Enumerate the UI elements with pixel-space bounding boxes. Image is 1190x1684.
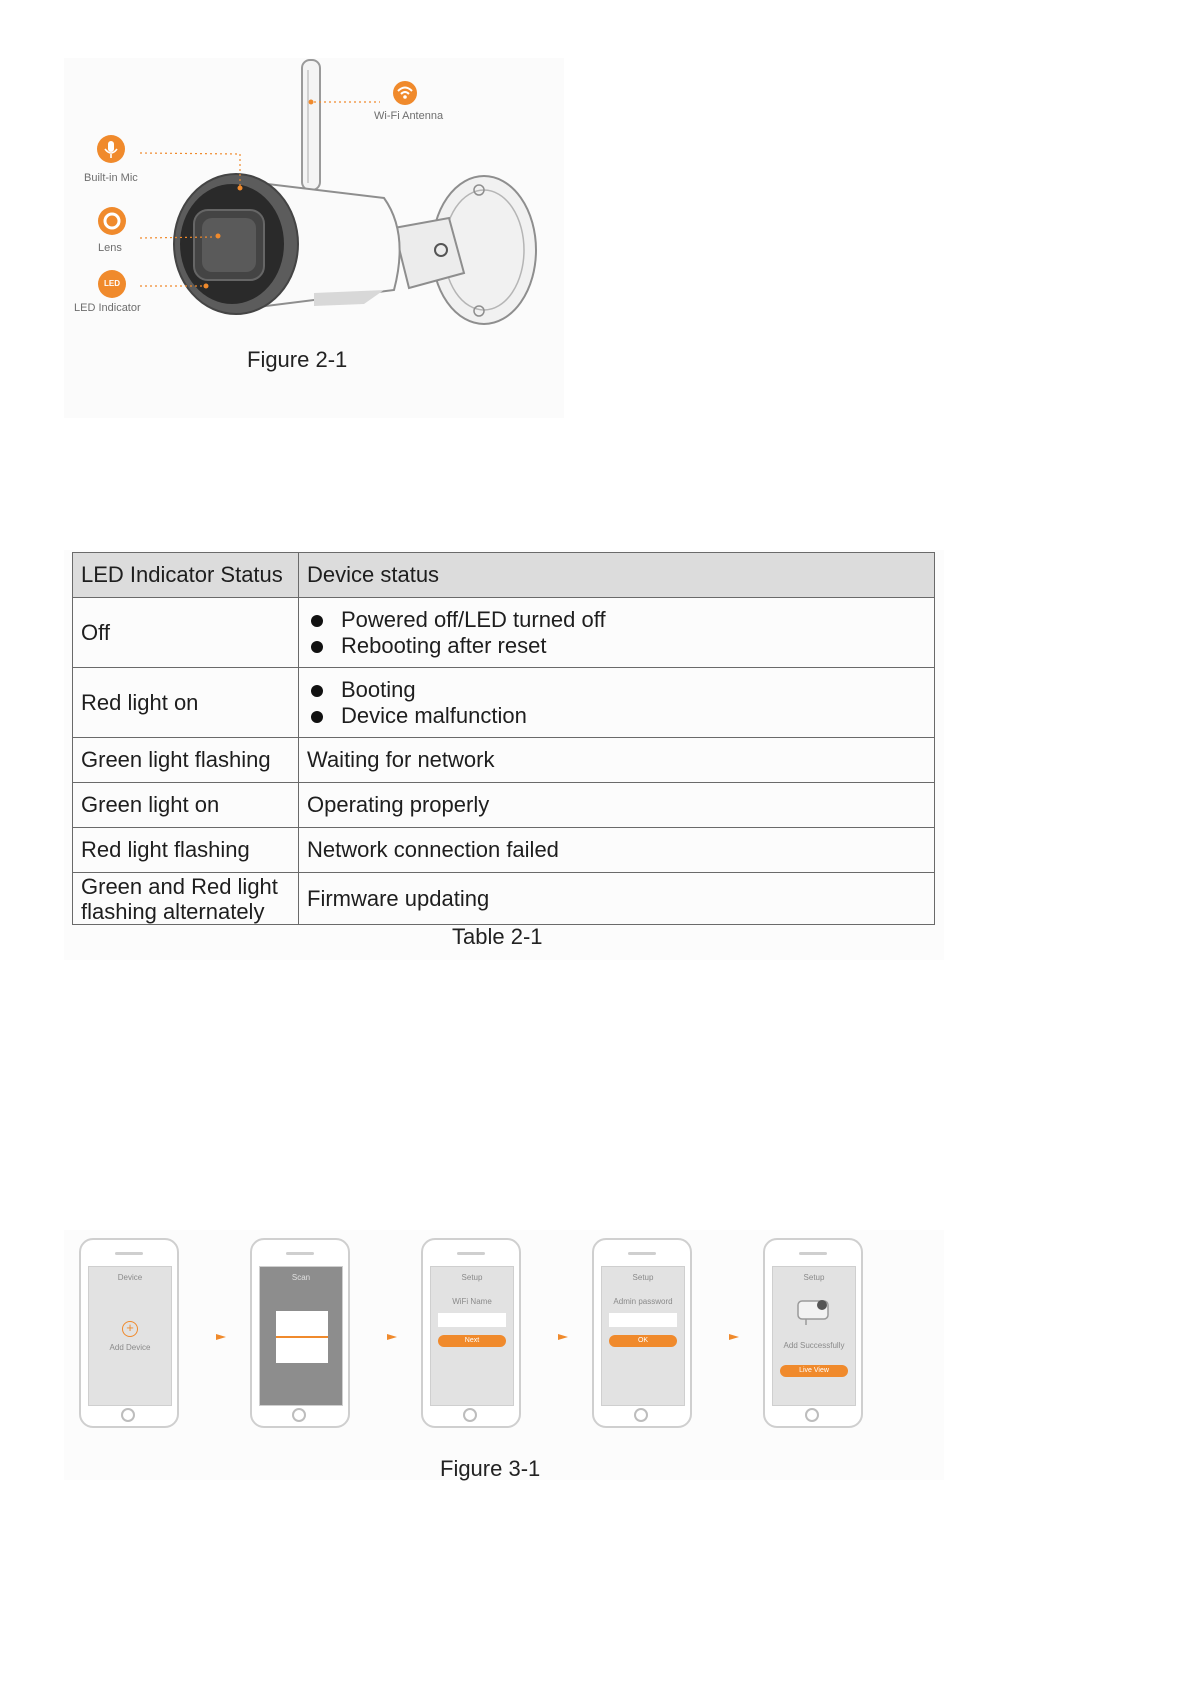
led-status-cell: Green and Red light flashing alternately [73,873,299,925]
led-status-cell: Green light flashing [73,738,299,783]
led-status-table [72,552,935,925]
home-button-icon [634,1408,648,1422]
arrow-right-icon [387,1333,397,1341]
table-row [73,598,935,668]
phone-display [601,1266,685,1406]
scan-frame [276,1311,328,1363]
figure-2-1 [64,58,564,418]
phone-speaker [799,1252,827,1255]
phone-display [430,1266,514,1406]
add-device-text: Add Device [109,1343,151,1352]
wifi-icon [392,80,418,106]
led-status-cell: Green light on [73,783,299,828]
scan-line [276,1336,328,1338]
table-2-1-caption: Table 2-1 [452,924,543,949]
status-list [307,677,926,729]
home-button-icon [463,1408,477,1422]
screen-title: Scan [291,1273,311,1282]
screen-title: Device [117,1273,143,1282]
led-icon-text: LED [104,279,120,288]
header-led-indicator-status: LED Indicator Status [73,553,299,598]
wifi-antenna-label: Wi-Fi Antenna [374,110,444,122]
device-status-cell: Operating properly [299,783,935,828]
table-2-1 [64,550,944,960]
live-view-button[interactable]: Live View [780,1365,848,1377]
phone-display [88,1266,172,1406]
device-status-cell: Waiting for network [299,738,935,783]
lens-label: Lens [98,242,122,254]
next-button[interactable]: Next [438,1335,506,1347]
lens-icon [97,206,127,236]
microphone-icon [96,134,126,164]
home-button-icon [121,1408,135,1422]
phone-screen-scan [250,1238,350,1428]
status-list-item: Rebooting after reset [307,633,926,659]
phone-screen-device [79,1238,179,1428]
table-row [73,783,935,828]
add-icon: + [122,1321,138,1337]
figure-2-1-caption: Figure 2-1 [247,347,348,372]
screen-title: Setup [632,1273,654,1282]
phone-speaker [628,1252,656,1255]
led-indicator-icon [98,270,126,298]
phone-screen-admin-password [592,1238,692,1428]
table-row [73,738,935,783]
phone-speaker [286,1252,314,1255]
figure-3-1 [64,1230,944,1480]
arrow-right-icon [216,1333,226,1341]
table-row [73,828,935,873]
status-list-item: Powered off/LED turned off [307,607,926,633]
table-header-row [73,553,935,598]
led-indicator-label: LED Indicator [74,302,141,314]
arrow-right-icon [558,1333,568,1341]
status-list-item: Booting [307,677,926,703]
add-successfully-text: Add Successfully [783,1341,845,1350]
status-list [307,607,926,659]
wifi-name-text: WiFi Name [452,1297,492,1306]
device-status-cell [299,598,935,668]
phone-screen-wifi-setup [421,1238,521,1428]
phone-display [259,1266,343,1406]
phone-display [772,1266,856,1406]
status-list-item: Device malfunction [307,703,926,729]
led-status-cell: Red light flashing [73,828,299,873]
screen-title: Setup [803,1273,825,1282]
device-status-cell: Network connection failed [299,828,935,873]
arrow-right-icon [729,1333,739,1341]
screen-title: Setup [461,1273,483,1282]
admin-password-text: Admin password [613,1297,673,1306]
camera-icon [794,1293,834,1327]
table-row [73,873,935,925]
wifi-password-field[interactable] [438,1313,506,1327]
led-status-cell: Off [73,598,299,668]
phone-screen-add-success [763,1238,863,1428]
phone-speaker [115,1252,143,1255]
home-button-icon [805,1408,819,1422]
admin-password-field[interactable] [609,1313,677,1327]
led-status-cell: Red light on [73,668,299,738]
header-device-status: Device status [299,553,935,598]
ok-button[interactable]: OK [609,1335,677,1347]
table-row [73,668,935,738]
phone-speaker [457,1252,485,1255]
home-button-icon [292,1408,306,1422]
builtin-mic-label: Built-in Mic [84,172,138,184]
figure-3-1-caption: Figure 3-1 [440,1456,541,1481]
device-status-cell [299,668,935,738]
device-status-cell: Firmware updating [299,873,935,925]
